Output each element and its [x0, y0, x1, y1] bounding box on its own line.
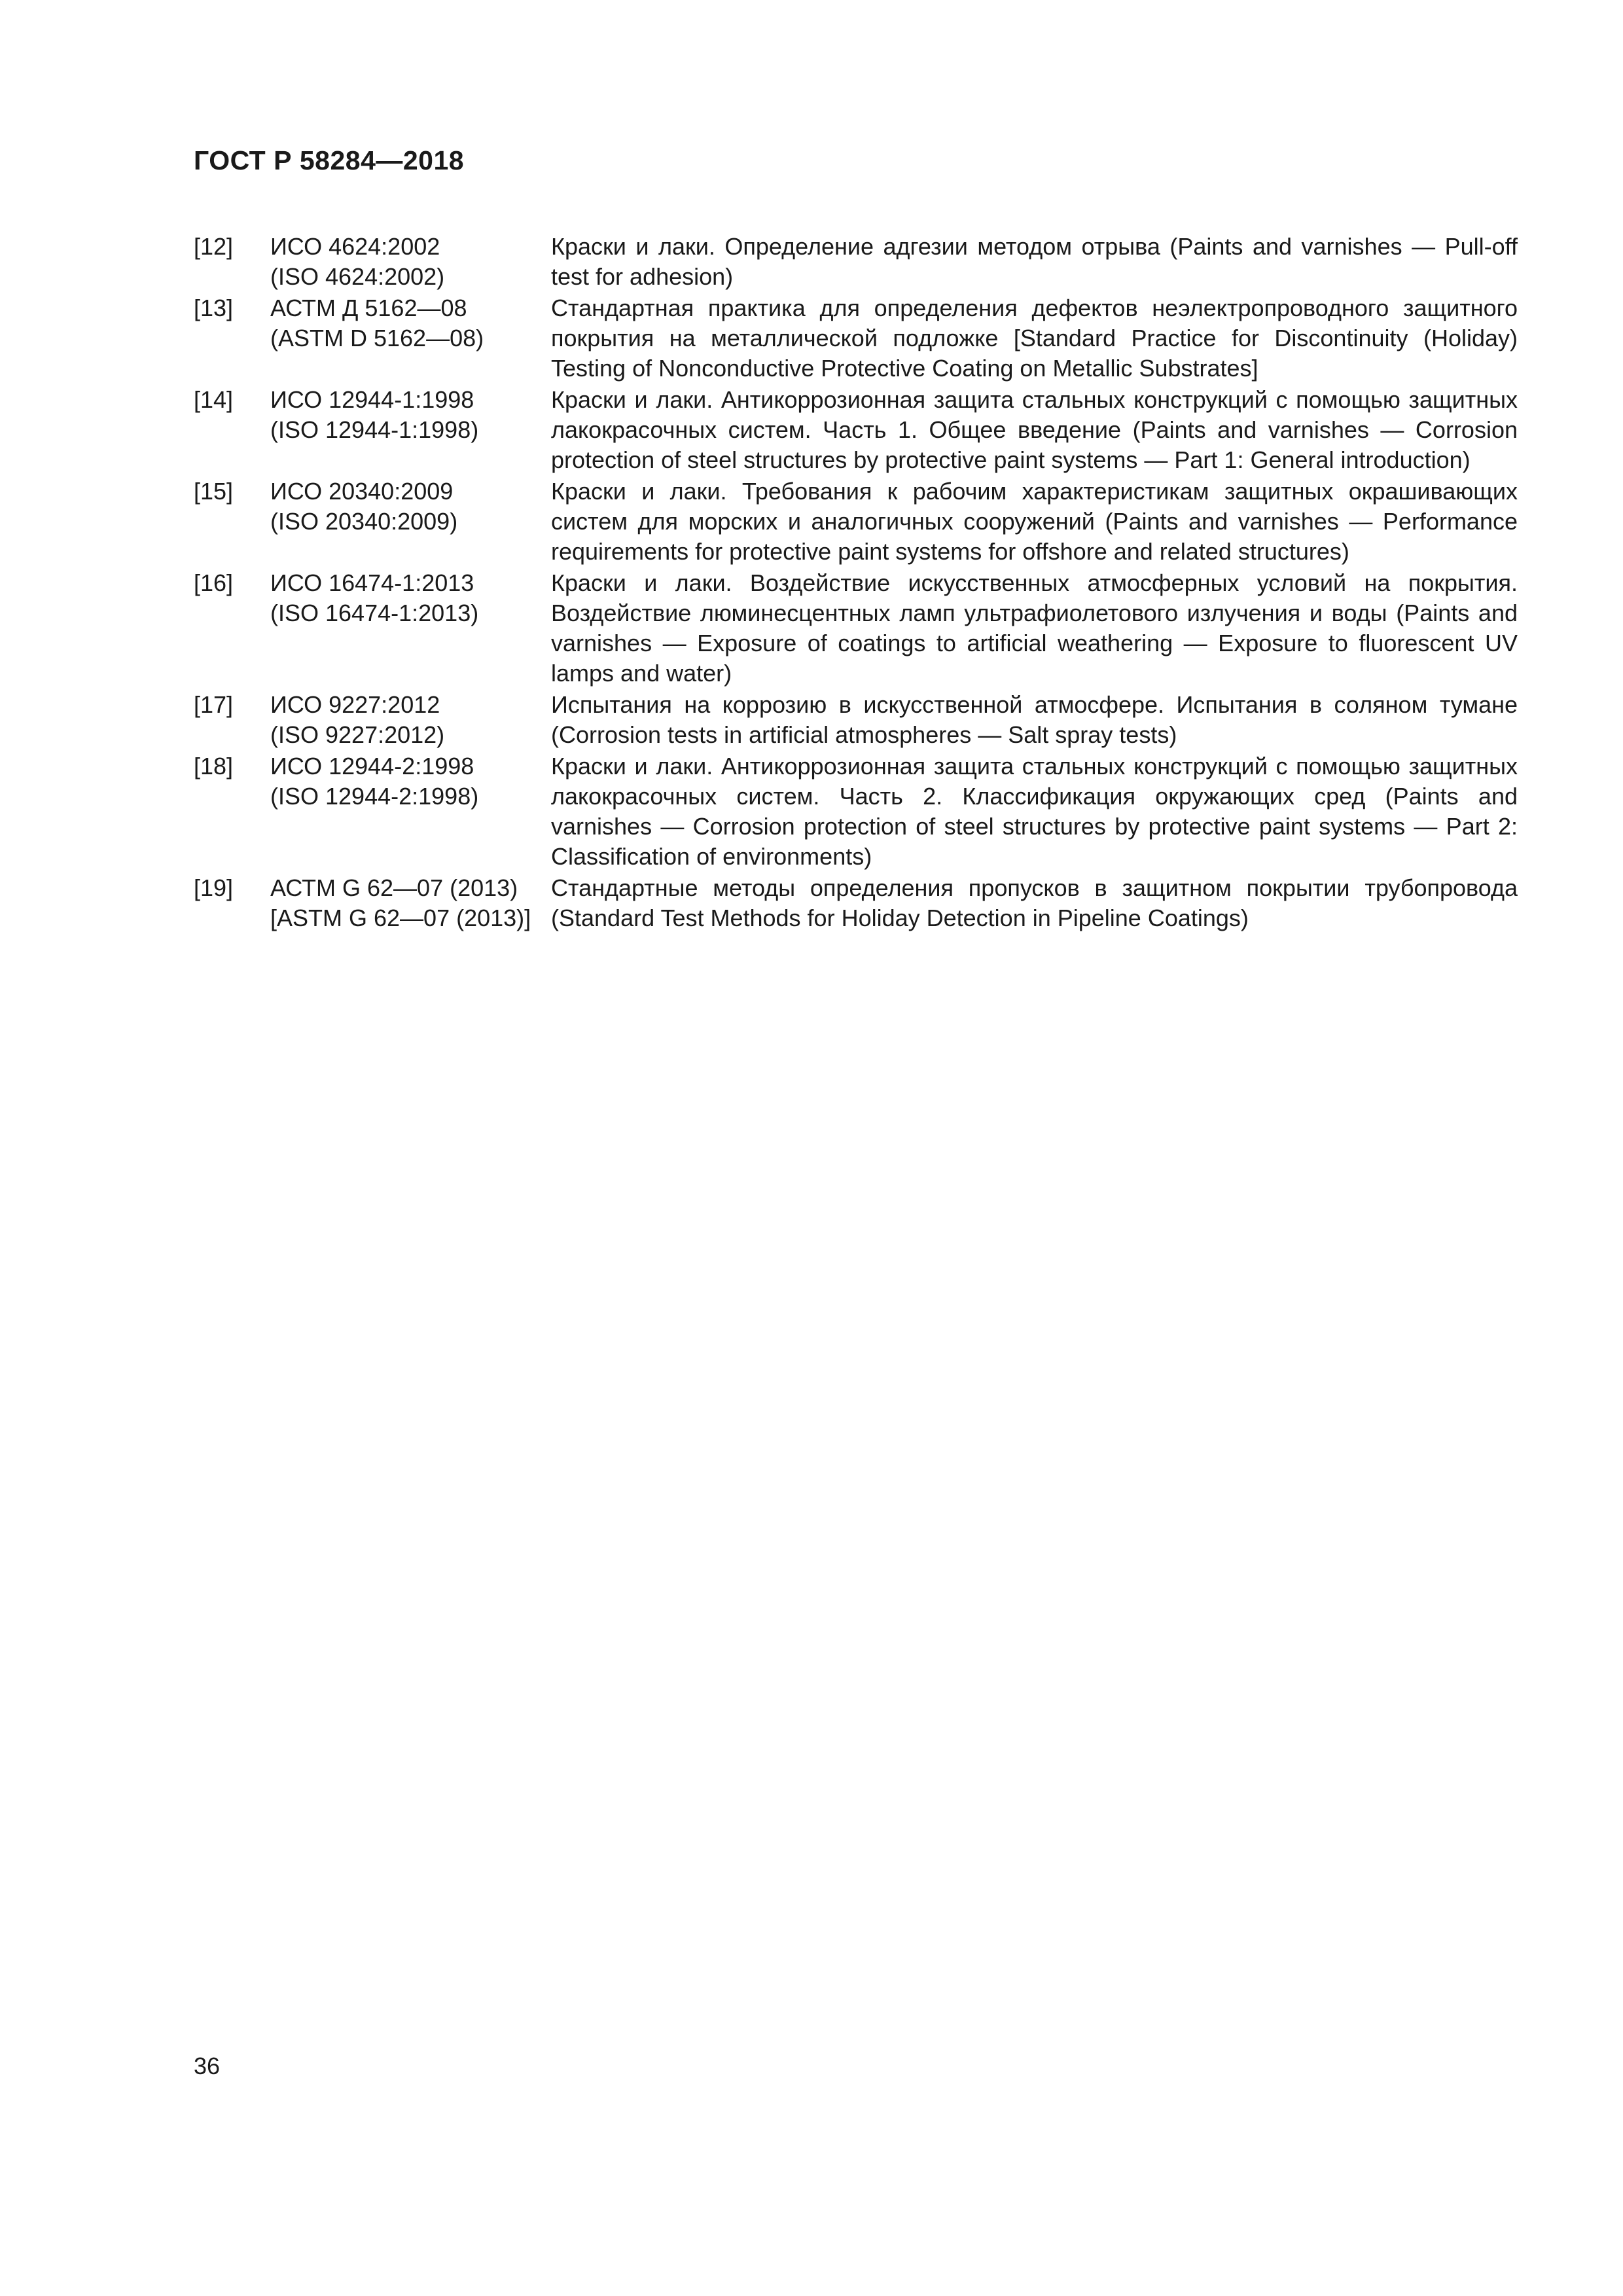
- reference-title: Краски и лаки. Воздействие искусственных атмосферных условий на покрытия. Воздействие люминесцентных ламп ультрафиолетового излучения и воды (Paints and varnishes — Exposure of coatings to artificial weathering — Exposure to fluorescent UV lamps and water): [551, 569, 1518, 687]
- reference-code: [270, 568, 551, 628]
- reference-number: [18]: [194, 753, 234, 780]
- reference-number: [19]: [194, 874, 234, 901]
- reference-code-en: (ISO 12944-1:1998): [270, 416, 479, 443]
- reference-number: [16]: [194, 569, 234, 596]
- reference-code-en: (ISO 4624:2002): [270, 263, 445, 290]
- reference-code-ru: ИСО 20340:2009: [270, 478, 454, 505]
- reference-code-en: (ASTM D 5162—08): [270, 325, 484, 351]
- bibliography-entry: [194, 690, 1518, 750]
- bibliography-entry: [194, 476, 1518, 567]
- reference-number: [15]: [194, 478, 234, 505]
- reference-code: [270, 385, 551, 445]
- reference-code-en: (ISO 12944-2:1998): [270, 783, 479, 810]
- reference-number: [13]: [194, 295, 234, 321]
- reference-code: [270, 476, 551, 537]
- reference-code-ru: ИСО 9227:2012: [270, 691, 440, 718]
- reference-number: [17]: [194, 691, 234, 718]
- reference-title: Краски и лаки. Определение адгезии методом отрыва (Paints and varnishes — Pull-off test for adhesion): [551, 233, 1518, 290]
- reference-code-en: (ISO 9227:2012): [270, 721, 445, 748]
- reference-title: Краски и лаки. Антикоррозионная защита стальных конструкций с помощью защитных лакокрасочных систем. Часть 1. Общее введение (Paints and varnishes — Corrosion protection of steel structures by protective paint systems — Part 1: General introduction): [551, 386, 1518, 473]
- reference-title: Стандартная практика для определения дефектов неэлектропроводного защитного покрытия на металлической подложке [Standard Practice for Discontinuity (Holiday) Testing of Nonconductive Protective Coating on Metallic Substrates]: [551, 295, 1518, 382]
- reference-code: [270, 690, 551, 750]
- bibliography-entry: [194, 568, 1518, 689]
- reference-title: Стандартные методы определения пропусков в защитном покрытии трубопровода (Standard Test Methods for Holiday Detection in Pipeline Coatings): [551, 874, 1518, 931]
- reference-code-en: [ASTM G 62—07 (2013)]: [270, 905, 531, 931]
- reference-code: [270, 873, 551, 933]
- reference-number: [12]: [194, 233, 234, 260]
- reference-code: [270, 232, 551, 292]
- page-number: 36: [194, 2053, 221, 2079]
- reference-code-ru: ИСО 12944-2:1998: [270, 753, 474, 780]
- reference-code-en: (ISO 16474-1:2013): [270, 600, 479, 626]
- reference-code-ru: АСТМ G 62—07 (2013): [270, 874, 518, 901]
- reference-number: [14]: [194, 386, 234, 413]
- bibliography-entry: [194, 293, 1518, 384]
- reference-title: Краски и лаки. Антикоррозионная защита стальных конструкций с помощью защитных лакокрасочных систем. Часть 2. Классификация окружающих сред (Paints and varnishes — Corrosion protection of steel structures by protective paint systems — Part 2: Classification of environments): [551, 753, 1518, 870]
- reference-title: Испытания на коррозию в искусственной атмосфере. Испытания в соляном тумане (Corrosion tests in artificial atmospheres — Salt spray tests): [551, 691, 1518, 748]
- reference-code-en: (ISO 20340:2009): [270, 508, 458, 535]
- bibliography-entry: [194, 232, 1518, 292]
- bibliography-entry: [194, 873, 1518, 933]
- bibliography-entry: [194, 751, 1518, 872]
- reference-code-ru: ИСО 16474-1:2013: [270, 569, 474, 596]
- reference-code-ru: ИСО 4624:2002: [270, 233, 440, 260]
- document-header-code: ГОСТ Р 58284—2018: [194, 145, 465, 175]
- reference-title: Краски и лаки. Требования к рабочим характеристикам защитных окрашивающих систем для морских и аналогичных сооружений (Paints and varnishes — Performance requirements for protective paint systems for offshore and related structures): [551, 478, 1518, 565]
- bibliography-list: [194, 232, 1518, 935]
- reference-code-ru: АСТМ Д 5162—08: [270, 295, 467, 321]
- bibliography-entry: [194, 385, 1518, 475]
- reference-code: [270, 751, 551, 812]
- reference-code: [270, 293, 551, 353]
- reference-code-ru: ИСО 12944-1:1998: [270, 386, 474, 413]
